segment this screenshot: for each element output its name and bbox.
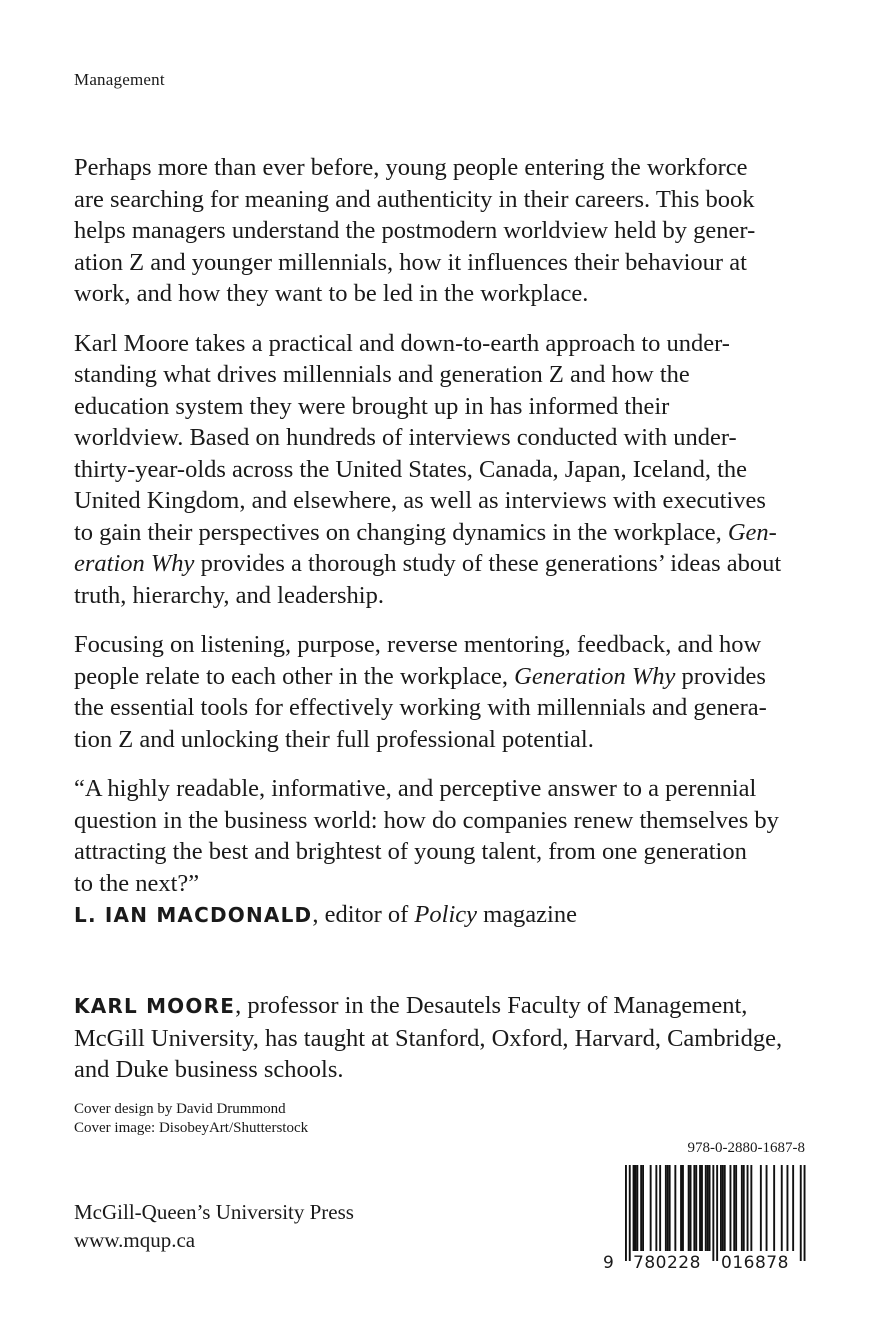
- blurb-line: ation Z and younger millennials, how it influences their behaviour at: [74, 248, 747, 276]
- quote-author-role: , editor of: [312, 901, 415, 928]
- cover-design-credit: Cover design by David Drummond: [74, 1101, 286, 1117]
- barcode-bar: [722, 1165, 724, 1251]
- blurb-line: work, and how they want to be led in the workplace.: [74, 280, 589, 307]
- blurb-text: people relate to each other in the workplace,: [74, 662, 515, 690]
- barcode-bar: [733, 1165, 735, 1251]
- barcode-guard-bar: [804, 1165, 806, 1261]
- barcode-bar: [690, 1165, 692, 1251]
- barcode-first-digit: 9: [603, 1253, 615, 1273]
- blurb-line: worldview. Based on hundreds of interviews conducted with under-: [74, 424, 737, 451]
- blurb-line: Focusing on listening, purpose, reverse mentoring, feedback, and how: [74, 631, 762, 658]
- blurb-line: are searching for meaning and authenticity in their careers. This book: [74, 185, 755, 213]
- blurb-line: truth, hierarchy, and leadership.: [74, 581, 384, 609]
- blurb-line: education system they were brought up in has informed their: [74, 392, 670, 420]
- barcode-bar: [709, 1165, 711, 1251]
- barcode-bars: [603, 1165, 808, 1265]
- barcode-left-group: 780228: [633, 1253, 701, 1273]
- endorsement-quote: [74, 773, 834, 932]
- barcode-bar: [665, 1165, 667, 1251]
- blurb-text: to gain their perspectives on changing dynamics in the workplace,: [74, 518, 728, 546]
- bio-line: and Duke business schools.: [74, 1056, 344, 1083]
- barcode-guard-bar: [712, 1165, 714, 1261]
- blurb-line: [74, 661, 834, 693]
- blurb-line: Karl Moore takes a practical and down-to-earth approach to under-: [74, 329, 730, 357]
- bio-line: McGill University, has taught at Stanford, Oxford, Harvard, Cambridge,: [74, 1024, 783, 1052]
- barcode-bar: [747, 1165, 749, 1251]
- barcode-bar: [781, 1165, 783, 1251]
- barcode-bar: [669, 1165, 671, 1251]
- barcode-bar: [773, 1165, 775, 1251]
- isbn-barcode: [603, 1165, 808, 1277]
- quote-line: “A highly readable, informative, and perceptive answer to a perennial: [74, 775, 757, 802]
- barcode-bar: [720, 1165, 722, 1251]
- barcode-bar: [688, 1165, 690, 1251]
- barcode-bar: [699, 1165, 701, 1251]
- quote-line: to the next?”: [74, 869, 200, 897]
- barcode-bar: [682, 1165, 684, 1251]
- back-cover-blurb: [74, 152, 834, 950]
- publisher-url: www.mqup.ca: [74, 1228, 196, 1252]
- cover-image-credit: Cover image: DisobeyArt/Shutterstock: [74, 1120, 309, 1136]
- barcode-bar: [701, 1165, 703, 1251]
- barcode-bar: [707, 1165, 709, 1251]
- quote-line: question in the business world: how do companies renew themselves by: [74, 806, 779, 834]
- quote-attribution: [74, 899, 834, 932]
- quote-author-name: L. IAN MACDONALD: [74, 903, 313, 927]
- blurb-line: Perhaps more than ever before, young people entering the workforce: [74, 154, 748, 181]
- book-title-italic: eration Why: [74, 550, 195, 577]
- blurb-text: provides a thorough study of these generations’ ideas about: [194, 550, 782, 577]
- barcode-bar: [635, 1165, 637, 1251]
- barcode-bar: [735, 1165, 737, 1251]
- blurb-line: helps managers understand the postmodern worldview held by gener-: [74, 217, 756, 244]
- barcode-bar: [640, 1165, 642, 1251]
- author-bio: [74, 990, 844, 1086]
- barcode-bar: [705, 1165, 707, 1251]
- barcode-bar: [693, 1165, 695, 1251]
- quote-author-role-suffix: magazine: [477, 901, 577, 928]
- blurb-text: provides: [675, 662, 766, 690]
- barcode-bar: [659, 1165, 661, 1251]
- barcode-bar: [642, 1165, 644, 1251]
- barcode-guard-bar: [625, 1165, 627, 1261]
- barcode-bar: [766, 1165, 768, 1251]
- blurb-paragraph-3: [74, 629, 834, 755]
- blurb-line: United Kingdom, and elsewhere, as well as interviews with executives: [74, 487, 766, 514]
- book-title-italic: Generation Why: [514, 662, 676, 690]
- barcode-bar: [750, 1165, 752, 1251]
- barcode-bar: [787, 1165, 789, 1251]
- author-name: KARL MOORE: [74, 994, 236, 1018]
- quote-line: attracting the best and brightest of young talent, from one generation: [74, 838, 747, 865]
- blurb-line: [74, 548, 834, 580]
- magazine-title-italic: Policy: [414, 901, 477, 928]
- barcode-digits: [603, 1253, 808, 1277]
- barcode-guard-bar: [716, 1165, 718, 1261]
- barcode-bar: [730, 1165, 732, 1251]
- bio-text: , professor in the Desautels Faculty of Management,: [235, 992, 748, 1019]
- barcode-bar: [650, 1165, 652, 1251]
- cover-credits: [74, 1100, 308, 1138]
- barcode-bar: [741, 1165, 743, 1251]
- barcode-bar: [667, 1165, 669, 1251]
- blurb-line: thirty-year-olds across the United States, Canada, Japan, Iceland, the: [74, 455, 748, 483]
- publisher-name: McGill-Queen’s University Press: [74, 1200, 354, 1224]
- barcode-bar: [743, 1165, 745, 1251]
- blurb-paragraph-2: [74, 328, 834, 612]
- barcode-right-group: 016878: [721, 1253, 789, 1273]
- publisher-block: [74, 1198, 354, 1254]
- barcode-bar: [636, 1165, 638, 1251]
- blurb-line: the essential tools for effectively working with millennials and genera-: [74, 694, 767, 721]
- barcode-bar: [760, 1165, 762, 1251]
- isbn-number: 978-0-2880-1687-8: [687, 1140, 805, 1156]
- blurb-line: standing what drives millennials and generation Z and how the: [74, 361, 690, 388]
- blurb-paragraph-1: [74, 152, 834, 310]
- barcode-bar: [792, 1165, 794, 1251]
- blurb-line: [74, 517, 834, 549]
- category-label: Management: [74, 70, 165, 89]
- barcode-bar: [674, 1165, 676, 1251]
- barcode-guard-bar: [629, 1165, 631, 1261]
- barcode-bar: [633, 1165, 635, 1251]
- barcode-bar: [724, 1165, 726, 1251]
- book-title-italic: Gen-: [727, 518, 777, 546]
- barcode-bar: [695, 1165, 697, 1251]
- barcode-guard-bar: [800, 1165, 802, 1261]
- barcode-bar: [680, 1165, 682, 1251]
- barcode-bar: [655, 1165, 657, 1251]
- blurb-line: tion Z and unlocking their full professional potential.: [74, 725, 594, 753]
- bio-line: [74, 990, 844, 1023]
